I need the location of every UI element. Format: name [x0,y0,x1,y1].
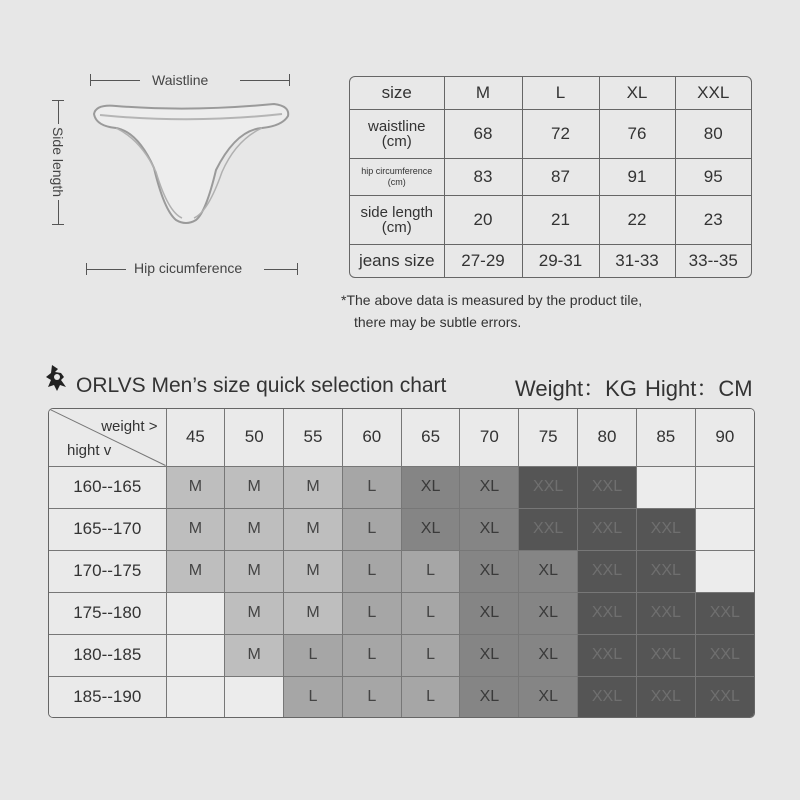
size-cell: XXL [578,508,637,550]
weight-column-header: 65 [401,409,460,466]
size-cell: L [401,634,460,676]
size-cell [695,550,754,592]
briefs-illustration [86,100,296,230]
size-cell [166,676,225,717]
value-cell: 72 [522,110,599,159]
size-cell [695,508,754,550]
size-cell: M [284,592,343,634]
size-cell: M [225,592,284,634]
chart-units: Weight：KG Hight：CM [515,376,753,401]
size-cell: L [284,676,343,717]
size-cell [636,466,695,508]
height-row-header: 180--185 [49,634,166,676]
size-cell: L [342,508,401,550]
size-cell: L [342,676,401,717]
size-cell: XL [401,508,460,550]
height-row-header: 160--165 [49,466,166,508]
size-cell: M [225,508,284,550]
size-quick-selection-grid [48,408,755,718]
size-cell: L [342,634,401,676]
size-row-hip [350,159,751,196]
value-cell: 31-33 [599,244,675,277]
weight-axis-label: weight > [101,418,158,435]
row-label: side length (cm) [350,195,444,244]
size-cell: XXL [578,676,637,717]
value-cell: 76 [599,110,675,159]
size-row-side-length [350,195,751,244]
header-cell: L [522,77,599,110]
size-cell: M [166,550,225,592]
size-row-waistline [350,110,751,159]
value-cell: 95 [675,159,751,196]
hip-label: Hip cicumference [134,260,243,276]
weight-column-header: 50 [225,409,284,466]
size-cell: M [166,508,225,550]
size-cell: XL [519,634,578,676]
size-cell: XL [460,676,519,717]
height-row [49,676,754,717]
size-cell: L [401,676,460,717]
size-cell: XXL [578,634,637,676]
height-row [49,466,754,508]
size-cell: L [284,634,343,676]
height-row-header: 165--170 [49,508,166,550]
brand-logo-icon [44,363,72,393]
size-cell: XL [519,592,578,634]
size-cell: XXL [636,634,695,676]
size-cell: XL [401,466,460,508]
weight-column-header: 80 [578,409,637,466]
note-line-1: *The above data is measured by the product tile, [341,292,643,308]
size-cell: XXL [695,676,754,717]
weight-column-header: 55 [284,409,343,466]
size-cell: XXL [695,592,754,634]
size-cell: XXL [578,466,637,508]
size-measurement-table [349,76,752,278]
size-cell: XXL [578,550,637,592]
size-cell: XXL [636,676,695,717]
size-cell: XXL [519,508,578,550]
size-cell: M [284,550,343,592]
grid-corner [49,409,166,466]
size-cell: XL [519,550,578,592]
header-cell: size [350,77,444,110]
size-cell: L [401,592,460,634]
height-row-header: 185--190 [49,676,166,717]
size-cell: XXL [636,592,695,634]
value-cell: 80 [675,110,751,159]
chart-title: ORLVS Men’s size quick selection chart [76,374,447,397]
size-cell: XXL [636,508,695,550]
value-cell: 68 [444,110,522,159]
size-cell: XXL [578,592,637,634]
size-cell: L [342,550,401,592]
header-cell: M [444,77,522,110]
value-cell: 91 [599,159,675,196]
height-row [49,508,754,550]
size-cell: L [342,592,401,634]
row-label: hip circumference (cm) [350,159,444,196]
value-cell: 23 [675,195,751,244]
size-cell: M [284,466,343,508]
value-cell: 29-31 [522,244,599,277]
size-header-row [350,77,751,110]
size-cell: XL [460,466,519,508]
size-cell: XL [519,676,578,717]
value-cell: 22 [599,195,675,244]
height-row [49,592,754,634]
value-cell: 21 [522,195,599,244]
row-label: waistline (cm) [350,110,444,159]
height-axis-label: hight v [67,441,112,459]
size-cell: M [166,466,225,508]
weight-header-row [49,409,754,466]
size-cell: M [284,508,343,550]
row-label: jeans size [350,244,444,277]
height-row-header: 175--180 [49,592,166,634]
value-cell: 20 [444,195,522,244]
height-row-header: 170--175 [49,550,166,592]
weight-column-header: 85 [636,409,695,466]
header-cell: XL [599,77,675,110]
size-cell: XL [460,634,519,676]
weight-column-header: 75 [519,409,578,466]
height-row [49,550,754,592]
size-cell: L [401,550,460,592]
size-cell: M [225,550,284,592]
side-length-label: Side length [50,126,66,198]
size-cell: M [225,634,284,676]
size-cell: XXL [636,550,695,592]
height-row [49,634,754,676]
weight-column-header: 60 [342,409,401,466]
size-cell: XXL [695,634,754,676]
size-row-jeans [350,244,751,277]
size-cell: XL [460,550,519,592]
size-cell: L [342,466,401,508]
size-cell: XL [460,592,519,634]
size-cell: XL [460,508,519,550]
weight-column-header: 70 [460,409,519,466]
weight-column-header: 90 [695,409,754,466]
value-cell: 33--35 [688,250,738,270]
size-cell [695,466,754,508]
waistline-label: Waistline [152,72,209,88]
note-line-2: there may be subtle errors. [354,314,522,330]
value-cell: 83 [444,159,522,196]
value-cell: 87 [522,159,599,196]
measurement-note [341,289,642,333]
header-cell: XXL [675,77,751,110]
weight-column-header: 45 [166,409,225,466]
size-cell [166,592,225,634]
size-cell: M [225,466,284,508]
size-cell [166,634,225,676]
value-cell: 27-29 [444,244,522,277]
size-cell [225,676,284,717]
size-cell: XXL [519,466,578,508]
